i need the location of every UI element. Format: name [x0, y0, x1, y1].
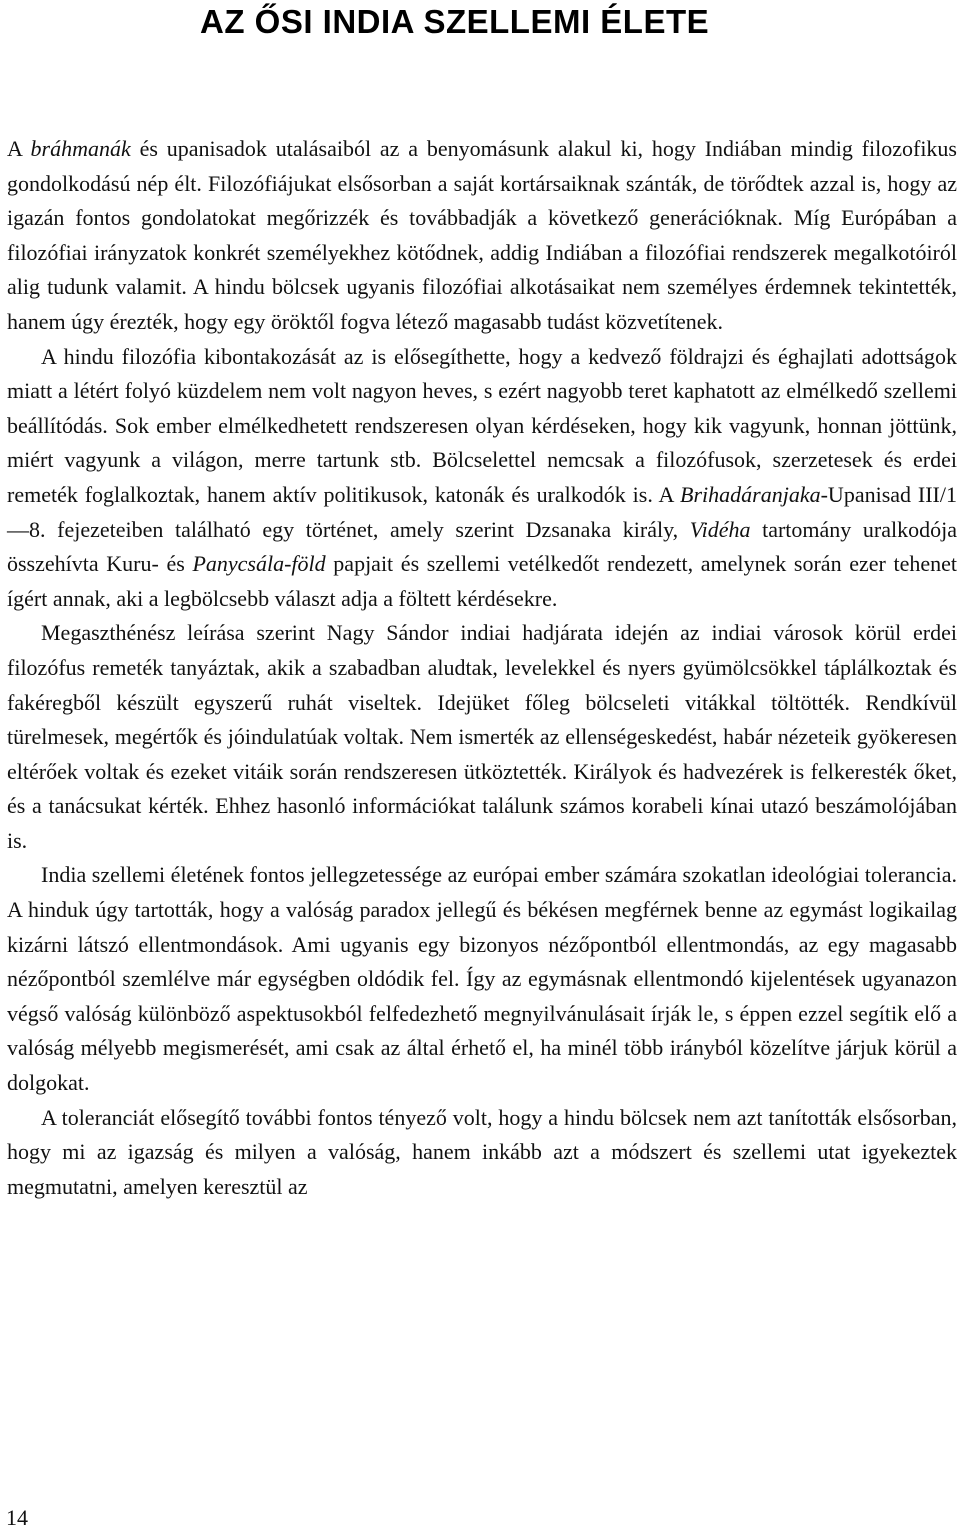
paragraph-1: [7, 132, 957, 340]
italic-term-videha: Vidéha: [689, 516, 751, 542]
italic-term-brihadaranjaka: Brihadáranjaka: [680, 481, 821, 507]
text-run: és upanisadok utalásaiból az a benyomásunk alakul ki, hogy Indiában mindig filozofikus gondolkodású nép élt. Filozófiájukat elsősorban a saját kortársaiknak szánták, de törődtek azzal is, hogy az igazán fontos gondolatokat megőrizzék és továbbadják a következő generációknak. Míg Európában a filozófiai irányzatok konkrét személyekhez kötődnek, addig Indiában a filozófiai rendszerek megalkotóiról alig tudunk valamit. A hindu bölcsek ugyanis filozófiai alkotásaikat nem személyes érdemnek tekintették, hanem úgy érezték, hogy egy öröktől fogva létező magasabb tudást közvetítenek.: [7, 136, 957, 334]
text-run: -Upanisad III/1—8. fejezeteiben található egy történet, amely szerint Dzsanaka király,: [7, 481, 957, 542]
text-run: papjait és szellemi vetélkedőt rendezett, amelynek során ezer tehenet ígért annak, aki a legbölcsebb választ adja a föltett kérdésekre.: [7, 551, 958, 611]
text-run: tartomány uralkodója összehívta Kuru- és: [7, 516, 957, 577]
page-number: 14: [6, 1505, 28, 1530]
text-run: India szellemi életének fontos jellegzetessége az európai ember számára szokatlan ideológiai tolerancia. A hinduk úgy tartották, hogy a valóság paradox jellegű és békésen megférnek benne az egymást logikailag kizárni látszó ellentmondások. Ami ugyanis egy bizonyos nézőpontból ellentmondás, az egy magasabb nézőpontból szemlélve már egységben oldódik fel. Így az egymásnak ellentmondó kijelentések ugyanazon végső valóság különböző aspektusokból felfedezhető megnyilvánulásait írják le, s éppen ezzel segítik elő a valóság mélyebb megismerését, ami csak az által érhető el, ha minél több irányból közelítve járjuk körül a dolgokat.: [7, 862, 957, 1096]
paragraph-2: [7, 340, 957, 617]
paragraph-3: [7, 616, 957, 858]
italic-term-panycsala-fold: Panycsála-föld: [192, 551, 326, 577]
chapter-title: AZ ŐSI INDIA SZELLEMI ÉLETE: [200, 3, 710, 40]
paragraph-4: [7, 858, 957, 1100]
text-run: Megaszthénész leírása szerint Nagy Sándor indiai hadjárata idején az indiai városok körül erdei filozófus remeték tanyáztak, akik a szabadban aludtak, levelekkel és nyers gyümölcsökkel táplálkoztak és fakéregből készült egyszerű ruhát viseltek. Idejüket főleg bölcseleti vitákkal töltötték. Rendkívül türelmesek, megértők és jóindulatúak voltak. Nem ismerték az ellenségeskedést, habár nézeteik gyökeresen eltérőek voltak és ezeket vitáik során rendszeresen ütköztették. Királyok és hadvezérek is felkeresték őket, és a tanácsukat kérték. Ehhez hasonló információkat találunk számos korabeli kínai utazó beszámolójában is.: [7, 620, 957, 853]
paragraph-5: [7, 1101, 957, 1205]
text-run: A: [7, 136, 31, 161]
text-run: A toleranciát elősegítő további fontos tényező volt, hogy a hindu bölcsek nem azt tanították elsősorban, hogy mi az igazság és milyen a valóság, hanem inkább azt a módszert és szellemi utat igyekeztek megmutatni, amelyen keresztül az: [7, 1104, 957, 1199]
italic-term-brahmanak: bráhmanák: [30, 136, 131, 161]
text-run: A hindu filozófia kibontakozását az is elősegíthette, hogy a kedvező földrajzi és éghajlati adottságok miatt a létért folyó küzdelem nem volt nagyon heves, s ezért nagyobb teret kaphatott az elmélkedő szellemi beállítódás. Sok ember elmélkedhetett rendszeresen olyan kérdéseken, hogy kik vagyunk, honnan jöttünk, miért vagyunk a világon, merre tartunk stb. Bölcselettel nemcsak a filozófusok, szerzetesek és erdei remeték foglalkoztak, hanem aktív politikusok, katonák és uralkodók is. A: [7, 343, 957, 507]
body-text: [7, 132, 957, 1204]
